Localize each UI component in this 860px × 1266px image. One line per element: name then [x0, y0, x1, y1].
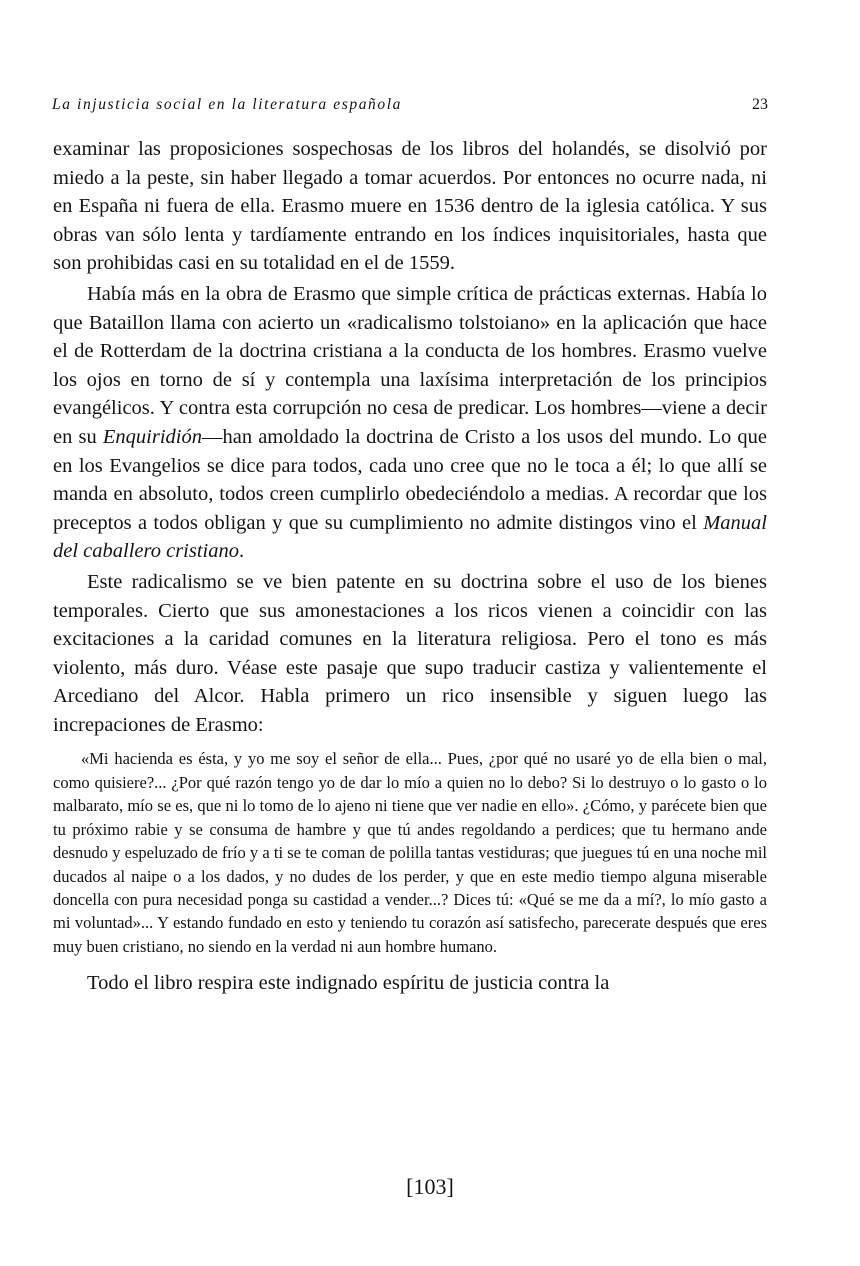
- folio-number: [103]: [406, 1174, 454, 1199]
- page-body: [53, 135, 767, 998]
- paragraph-1: examinar las proposiciones sospechosas de los libros del holandés, se disolvió por miedo a la peste, sin haber llegado a tomar acuerdos. Por entonces no ocurre nada, ni en España ni fuera de ella. Erasmo muere en 1536 dentro de la iglesia católica. Y sus obras van sólo lenta y tardíamente entrando en los índices inquisitoriales, hasta que son prohibidas casi en su totalidad en el de 1559.: [53, 138, 767, 275]
- block-quote: «Mi hacienda es ésta, y yo me soy el señor de ella... Pues, ¿por qué no usaré yo de ella bien o mal, como quisiere?... ¿Por qué razón tengo yo de dar lo mío a quien no lo debo? Si lo destruyo o lo gasto o lo malbarato, mío se es, que ni lo tomo de lo ajeno ni tiene que ver nadie en ello». ¿Cómo, y parécete bien que tu próximo rabie y se consuma de hambre y que tú andes regoldando a perdices; que tu hermano ande desnudo y espeluzado de frío y a ti se te coman de polilla tantas vestiduras; que juegues tú en una noche mil ducados al naipe o a los dados, y no dudes de los perder, y que en este medio tiempo alguna miserable doncella con pura necesidad ponga su castidad a vender...? Dices tú: «Qué se me da a mí?, lo mío gasto a mi voluntad»... Y estando fundado en esto y teniendo tu corazón así satisfecho, parecerate después que eres muy buen cristiano, no siendo en la verdad ni aun hombre humano.: [53, 749, 767, 956]
- paragraph-2-text-c: .: [239, 540, 245, 563]
- paragraph-2-text-b: —han amoldado la doctrina de Cristo a los usos del mundo. Lo que en los Evangelios se dice para todos, cada uno cree que no le toca a él; lo que allí se manda en absoluto, todos creen cumplirlo obedeciéndolo a medias. A recordar que los preceptos a todos obligan y que su cumplimiento no admite distingos vino el: [53, 425, 767, 534]
- paragraph-4: Todo el libro respira este indignado espíritu de justicia contra la: [87, 972, 610, 995]
- paragraph-2: [53, 280, 767, 566]
- running-header: [52, 96, 768, 120]
- manual-title: Manual del caballero cristiano: [53, 511, 767, 563]
- paragraph-3: Este radicalismo se ve bien patente en su doctrina sobre el uso de los bienes temporales. Cierto que sus amonestaciones a los ricos vienen a coincidir con las excitaciones a la caridad comunes en la literatura religiosa. Pero el tono es más violento, más duro. Véase este pasaje que supo traducir castiza y valientemente el Arcediano del Alcor. Habla primero un rico insensible y siguen luego las increpaciones de Erasmo:: [53, 570, 767, 736]
- running-title: La injusticia social en la literatura española: [52, 96, 403, 113]
- enquiridion-title: Enquiridión: [102, 425, 202, 448]
- paragraph-2-text-a: Había más en la obra de Erasmo que simple crítica de prácticas externas. Había lo que Bataillon llama con acierto un «radicalismo tolstoiano» en la aplicación que hace el de Rotterdam de la doctrina cristiana a la conducta de los hombres. Erasmo vuelve los ojos en torno de sí y contempla una laxísima interpretación de los principios evangélicos. Y contra esta corrupción no cesa de predicar. Los hombres—viene a decir en su: [53, 282, 767, 448]
- page-number: 23: [752, 96, 768, 113]
